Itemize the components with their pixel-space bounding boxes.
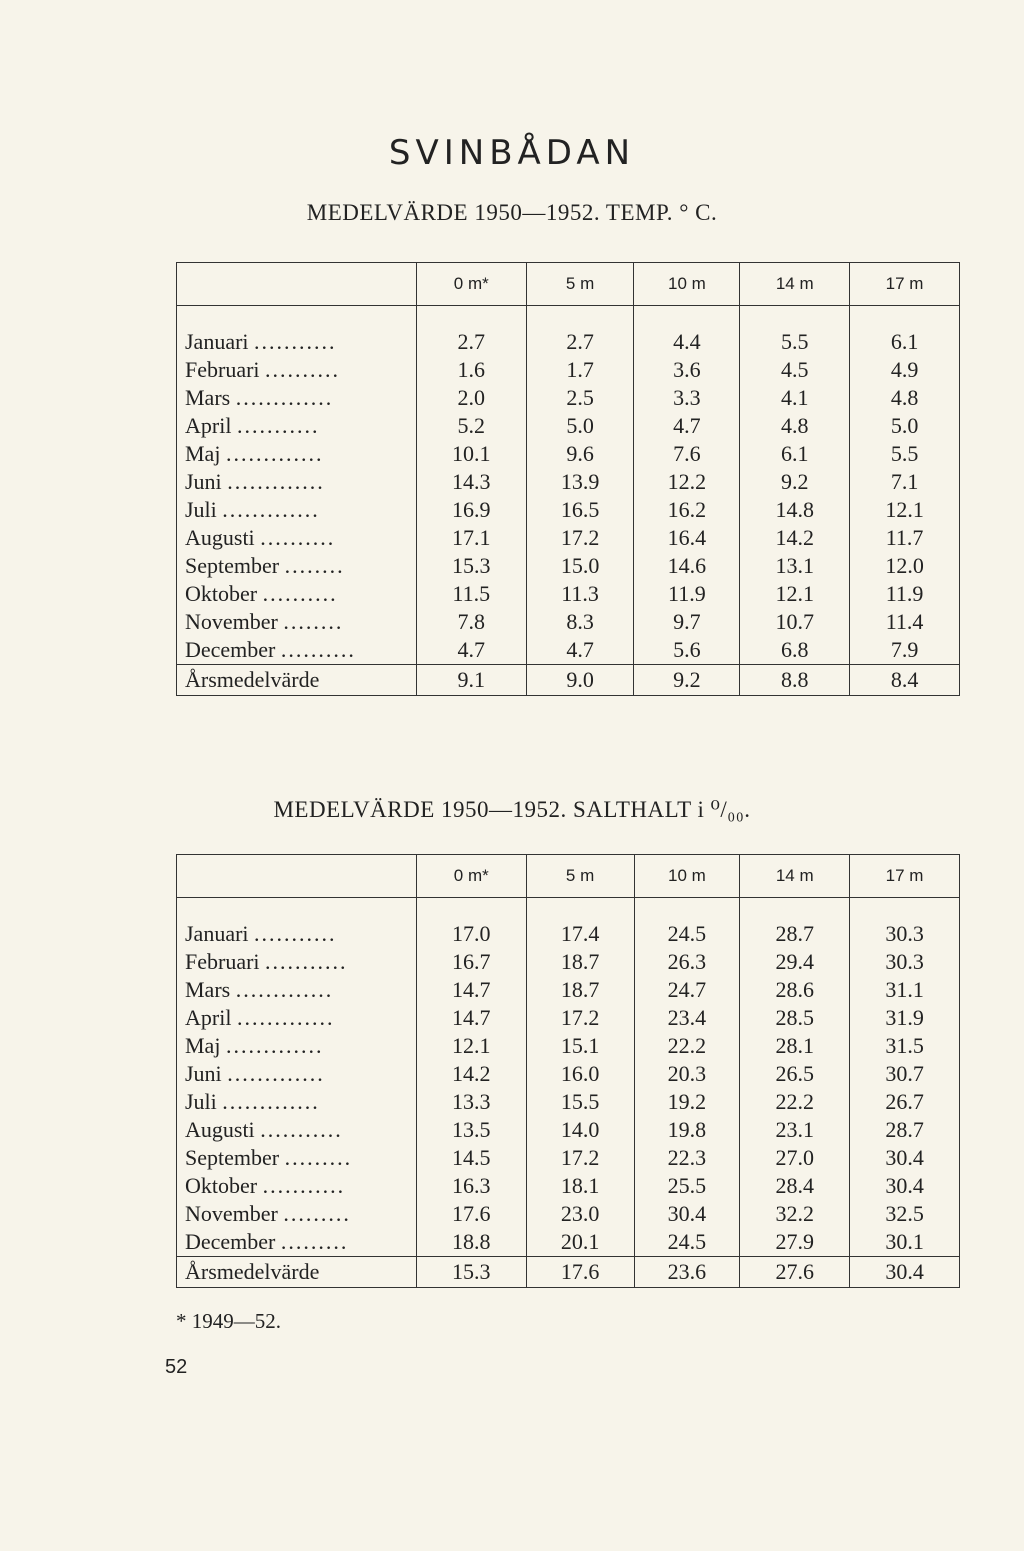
row-label [177,1004,417,1032]
value-cell: 11.5 [416,580,526,608]
table-row [177,1116,960,1144]
value-cell: 23.1 [740,1116,850,1144]
row-label [177,328,417,356]
salt-table-heading: MEDELVÄRDE 1950—1952. SALTHALT i ⁰/₀₀. [273,797,751,822]
leader-dots: ........... [254,329,337,354]
month-label: Februari [185,949,260,974]
value-cell: 11.7 [850,524,960,552]
value-cell: 22.3 [634,1144,740,1172]
value-cell: 6.1 [850,328,960,356]
row-label [177,1088,417,1116]
value-cell: 28.7 [850,1116,960,1144]
empty-cell [526,306,634,329]
empty-cell [850,898,960,921]
value-cell: 17.2 [526,1004,634,1032]
value-cell: 4.4 [634,328,740,356]
leader-dots: ............. [222,497,320,522]
value-cell: 3.3 [634,384,740,412]
leader-dots: ........... [265,949,348,974]
row-label [177,1032,417,1060]
row-label [177,1060,417,1088]
table-row [177,608,960,636]
value-cell: 7.9 [850,636,960,665]
value-cell: 28.6 [740,976,850,1004]
annual-value-cell: 30.4 [850,1257,960,1288]
empty-cell [740,306,850,329]
value-cell: 27.9 [740,1228,850,1257]
value-cell: 17.0 [416,920,526,948]
value-cell: 10.7 [740,608,850,636]
value-cell: 27.0 [740,1144,850,1172]
row-label [177,356,417,384]
leader-dots: ........... [262,1173,346,1198]
value-cell: 13.1 [740,552,850,580]
annual-label: Årsmedelvärde [177,1257,417,1288]
leader-dots: ............. [235,385,334,410]
month-label: Mars [185,977,231,1002]
month-label: April [185,1005,232,1030]
value-cell: 11.3 [526,580,634,608]
value-cell: 24.5 [634,1228,740,1257]
value-cell: 31.9 [850,1004,960,1032]
empty-cell [740,898,850,921]
spacer-row [177,898,960,921]
value-cell: 17.1 [416,524,526,552]
leader-dots: ............. [236,1005,335,1030]
column-header: 14 m [740,263,850,306]
empty-cell [850,306,960,329]
month-label: December [185,637,276,662]
column-header: 14 m [740,855,850,898]
table-row [177,1004,960,1032]
month-label: Juni [185,469,222,494]
value-cell: 16.2 [634,496,740,524]
annual-value-cell: 9.0 [526,665,634,696]
empty-cell [634,898,740,921]
table-row [177,636,960,665]
value-cell: 24.7 [634,976,740,1004]
table-row [177,524,960,552]
spacer-row [177,306,960,329]
value-cell: 18.1 [526,1172,634,1200]
value-cell: 30.3 [850,948,960,976]
value-cell: 10.1 [416,440,526,468]
value-cell: 16.9 [416,496,526,524]
value-cell: 30.3 [850,920,960,948]
value-cell: 1.7 [526,356,634,384]
value-cell: 14.0 [526,1116,634,1144]
value-cell: 18.7 [526,948,634,976]
value-cell: 18.7 [526,976,634,1004]
footnote: * 1949—52. [176,1309,281,1333]
annual-row [177,665,960,696]
value-cell: 4.8 [850,384,960,412]
value-cell: 32.5 [850,1200,960,1228]
value-cell: 9.2 [740,468,850,496]
leader-dots: .......... [280,637,356,662]
value-cell: 5.6 [634,636,740,665]
month-label: November [185,609,278,634]
table-row [177,1228,960,1257]
month-label: September [185,1145,280,1170]
annual-value-cell: 8.4 [850,665,960,696]
value-cell: 7.1 [850,468,960,496]
value-cell: 4.8 [740,412,850,440]
value-cell: 26.3 [634,948,740,976]
value-cell: 13.5 [416,1116,526,1144]
value-cell: 12.1 [850,496,960,524]
row-label [177,384,417,412]
leader-dots: ............. [227,469,325,494]
value-cell: 30.4 [850,1172,960,1200]
leader-dots: .......... [262,581,338,606]
value-cell: 17.2 [526,524,634,552]
value-cell: 6.8 [740,636,850,665]
table-row [177,496,960,524]
month-label: Januari [185,329,249,354]
value-cell: 30.1 [850,1228,960,1257]
table-row [177,976,960,1004]
leader-dots: ........ [283,609,344,634]
table-row [177,356,960,384]
leader-dots: ........ [284,553,345,578]
table-row [177,948,960,976]
table-row [177,1172,960,1200]
salinity-table [176,854,960,1288]
value-cell: 24.5 [634,920,740,948]
leader-dots: ............. [235,977,334,1002]
column-header: 5 m [526,263,634,306]
month-label: November [185,1201,278,1226]
month-label: December [185,1229,276,1254]
value-cell: 12.1 [416,1032,526,1060]
month-label: Mars [185,385,231,410]
month-label: Januari [185,921,249,946]
value-cell: 4.9 [850,356,960,384]
leader-dots: ............. [227,1061,325,1086]
empty-cell [177,898,417,921]
annual-value-cell: 23.6 [634,1257,740,1288]
table-row [177,328,960,356]
value-cell: 20.3 [634,1060,740,1088]
row-label [177,636,417,665]
value-cell: 30.7 [850,1060,960,1088]
column-header: 0 m* [416,855,526,898]
value-cell: 7.8 [416,608,526,636]
value-cell: 2.7 [416,328,526,356]
value-cell: 16.4 [634,524,740,552]
value-cell: 22.2 [740,1088,850,1116]
row-label [177,976,417,1004]
row-label [177,412,417,440]
value-cell: 1.6 [416,356,526,384]
column-header: 0 m* [416,263,526,306]
value-cell: 14.7 [416,976,526,1004]
month-label: Maj [185,441,221,466]
value-cell: 2.5 [526,384,634,412]
table-row [177,1032,960,1060]
header-row [177,855,960,898]
value-cell: 23.0 [526,1200,634,1228]
value-cell: 2.0 [416,384,526,412]
leader-dots: ......... [284,1145,353,1170]
leader-dots: ......... [283,1201,351,1226]
month-label: Augusti [185,1117,255,1142]
row-label [177,524,417,552]
row-label [177,1200,417,1228]
empty-cell [416,898,526,921]
value-cell: 4.1 [740,384,850,412]
value-cell: 11.4 [850,608,960,636]
annual-label: Årsmedelvärde [177,665,417,696]
value-cell: 9.7 [634,608,740,636]
annual-value-cell: 15.3 [416,1257,526,1288]
empty-cell [634,306,740,329]
row-label [177,552,417,580]
month-label: Juni [185,1061,222,1086]
row-label [177,440,417,468]
month-label: Augusti [185,525,255,550]
value-cell: 5.0 [850,412,960,440]
value-cell: 6.1 [740,440,850,468]
value-cell: 17.4 [526,920,634,948]
row-label [177,920,417,948]
value-cell: 17.6 [416,1200,526,1228]
value-cell: 20.1 [526,1228,634,1257]
annual-value-cell: 17.6 [526,1257,634,1288]
leader-dots: .......... [260,525,336,550]
month-label: Juli [185,497,217,522]
value-cell: 32.2 [740,1200,850,1228]
leader-dots: ........... [236,413,320,438]
value-cell: 9.6 [526,440,634,468]
value-cell: 30.4 [850,1144,960,1172]
leader-dots: ......... [280,1229,349,1254]
value-cell: 16.3 [416,1172,526,1200]
column-header: 10 m [634,855,740,898]
value-cell: 30.4 [634,1200,740,1228]
leader-dots: ............. [225,1033,324,1058]
value-cell: 14.5 [416,1144,526,1172]
column-header: 17 m [850,855,960,898]
table-row [177,384,960,412]
row-label [177,496,417,524]
value-cell: 15.1 [526,1032,634,1060]
row-label [177,1144,417,1172]
header-row [177,263,960,306]
value-cell: 4.5 [740,356,850,384]
value-cell: 28.4 [740,1172,850,1200]
value-cell: 16.0 [526,1060,634,1088]
month-label: April [185,413,232,438]
table-row [177,1060,960,1088]
page-title: SVINBÅDAN [388,133,636,173]
row-label [177,580,417,608]
value-cell: 28.7 [740,920,850,948]
annual-value-cell: 9.2 [634,665,740,696]
value-cell: 28.5 [740,1004,850,1032]
value-cell: 14.6 [634,552,740,580]
value-cell: 5.2 [416,412,526,440]
annual-value-cell: 8.8 [740,665,850,696]
value-cell: 14.8 [740,496,850,524]
annual-row [177,1257,960,1288]
temperature-table [176,262,960,696]
value-cell: 14.2 [740,524,850,552]
value-cell: 19.8 [634,1116,740,1144]
value-cell: 31.1 [850,976,960,1004]
value-cell: 28.1 [740,1032,850,1060]
value-cell: 12.0 [850,552,960,580]
table-row [177,412,960,440]
value-cell: 15.5 [526,1088,634,1116]
month-label: Oktober [185,1173,258,1198]
value-cell: 13.3 [416,1088,526,1116]
leader-dots: ............. [225,441,324,466]
value-cell: 2.7 [526,328,634,356]
value-cell: 26.7 [850,1088,960,1116]
annual-value-cell: 27.6 [740,1257,850,1288]
value-cell: 15.3 [416,552,526,580]
row-label [177,608,417,636]
label-header [177,855,417,898]
value-cell: 19.2 [634,1088,740,1116]
value-cell: 4.7 [416,636,526,665]
value-cell: 5.5 [850,440,960,468]
value-cell: 18.8 [416,1228,526,1257]
month-label: Oktober [185,581,258,606]
leader-dots: ........... [260,1117,343,1142]
value-cell: 14.3 [416,468,526,496]
table-row [177,468,960,496]
table-row [177,552,960,580]
label-header [177,263,417,306]
value-cell: 16.7 [416,948,526,976]
value-cell: 23.4 [634,1004,740,1032]
month-label: September [185,553,280,578]
month-label: Februari [185,357,260,382]
value-cell: 15.0 [526,552,634,580]
value-cell: 13.9 [526,468,634,496]
empty-cell [526,898,634,921]
month-label: Maj [185,1033,221,1058]
table-row [177,1144,960,1172]
value-cell: 29.4 [740,948,850,976]
column-header: 17 m [850,263,960,306]
value-cell: 11.9 [850,580,960,608]
value-cell: 5.0 [526,412,634,440]
table-row [177,1200,960,1228]
value-cell: 4.7 [634,412,740,440]
value-cell: 5.5 [740,328,850,356]
value-cell: 12.2 [634,468,740,496]
empty-cell [177,306,417,329]
row-label [177,1116,417,1144]
table-row [177,440,960,468]
value-cell: 12.1 [740,580,850,608]
value-cell: 16.5 [526,496,634,524]
value-cell: 8.3 [526,608,634,636]
value-cell: 25.5 [634,1172,740,1200]
empty-cell [416,306,526,329]
value-cell: 4.7 [526,636,634,665]
table-row [177,1088,960,1116]
leader-dots: ............. [222,1089,320,1114]
month-label: Juli [185,1089,217,1114]
value-cell: 14.7 [416,1004,526,1032]
column-header: 5 m [526,855,634,898]
value-cell: 17.2 [526,1144,634,1172]
row-label [177,1172,417,1200]
row-label [177,948,417,976]
table-row [177,920,960,948]
value-cell: 14.2 [416,1060,526,1088]
leader-dots: ........... [254,921,337,946]
row-label [177,1228,417,1257]
value-cell: 11.9 [634,580,740,608]
annual-value-cell: 9.1 [416,665,526,696]
page-number: 52 [165,1356,188,1378]
row-label [177,468,417,496]
value-cell: 26.5 [740,1060,850,1088]
value-cell: 7.6 [634,440,740,468]
table-row [177,580,960,608]
value-cell: 31.5 [850,1032,960,1060]
temp-table-heading: MEDELVÄRDE 1950—1952. TEMP. ° C. [306,200,718,225]
column-header: 10 m [634,263,740,306]
value-cell: 3.6 [634,356,740,384]
leader-dots: .......... [265,357,341,382]
value-cell: 22.2 [634,1032,740,1060]
